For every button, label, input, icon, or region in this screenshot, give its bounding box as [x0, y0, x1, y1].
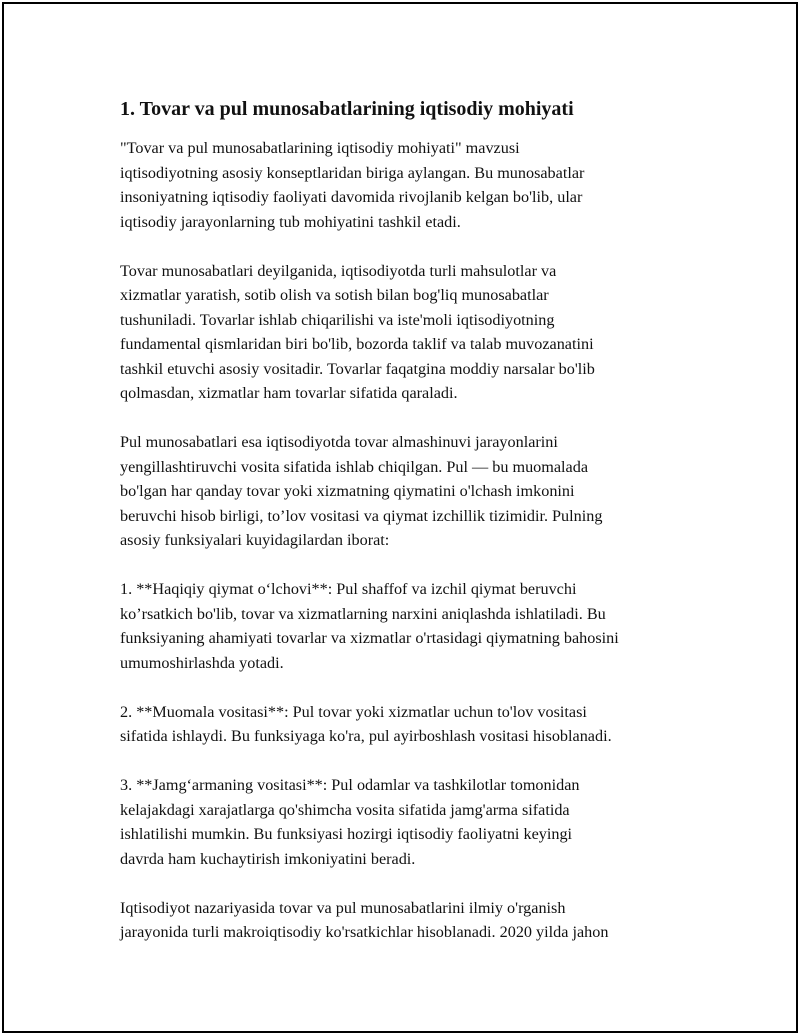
section-heading: 1. Tovar va pul munosabatlarining iqtisodiy mohiyati [120, 98, 574, 120]
text-line: jarayonida turli makroiqtisodiy ko'rsatkichlar hisoblanadi. 2020 yilda jahon [120, 923, 609, 941]
page-frame [2, 2, 798, 1033]
text-line: funksiyaning ahamiyati tovarlar va xizmatlar o'rtasidagi qiymatning bahosini [120, 629, 619, 647]
text-line: insoniyatning iqtisodiy faoliyati davomida rivojlanib kelgan bo'lib, ular [120, 188, 583, 206]
text-line: xizmatlar yaratish, sotib olish va sotish bilan bog'liq munosabatlar [120, 286, 549, 304]
text-line: "Tovar va pul munosabatlarining iqtisodiy mohiyati" mavzusi [120, 139, 520, 157]
paragraph-economic-theory [120, 896, 720, 945]
paragraph-money-relations [120, 430, 720, 553]
text-line: umumoshirlashda yotadi. [120, 653, 284, 672]
list-item-store-of-value [120, 773, 720, 871]
list-item-measure-of-value [120, 577, 720, 675]
text-line: 1. **Haqiqiy qiymat o‘lchovi**: Pul shaffof va izchil qiymat beruvchi [120, 580, 577, 598]
text-line: 3. **Jamg‘armaning vositasi**: Pul odamlar va tashkilotlar tomonidan [120, 776, 580, 794]
text-line: tashkil etuvchi asosiy vositadir. Tovarlar faqatgina moddiy narsalar bo'lib [120, 359, 595, 378]
text-line: ishlatilishi mumkin. Bu funksiyasi hozirgi iqtisodiy faoliyatni keyingi [120, 825, 573, 843]
text-line: bo'lgan har qanday tovar yoki xizmatning qiymatini o'lchash imkonini [120, 482, 575, 500]
paragraph-goods-relations [120, 259, 720, 406]
paragraph-intro [120, 136, 720, 234]
text-line: beruvchi hisob birligi, to’lov vositasi va qiymat izchillik tizimidir. Pulning [120, 506, 603, 525]
text-line: Tovar munosabatlari deyilganida, iqtisodiyotda turli mahsulotlar va [120, 261, 557, 280]
text-line: davrda ham kuchaytirish imkoniyatini beradi. [120, 849, 416, 868]
text-line: 2. **Muomala vositasi**: Pul tovar yoki xizmatlar uchun to'lov vositasi [120, 702, 587, 721]
text-line: yengillashtiruvchi vosita sifatida ishlab chiqilgan. Pul — bu muomalada [120, 457, 589, 476]
text-line: fundamental qismlaridan biri bo'lib, bozorda taklif va talab muvozanatini [120, 335, 594, 353]
text-line: ko’rsatkich bo'lib, tovar va xizmatlarning narxini aniqlashda ishlatiladi. Bu [120, 604, 606, 623]
text-line: tushuniladi. Tovarlar ishlab chiqarilishi va iste'moli iqtisodiyotning [120, 310, 555, 329]
text-line: Pul munosabatlari esa iqtisodiyotda tovar almashinuvi jarayonlarini [120, 433, 558, 451]
text-line: sifatida ishlaydi. Bu funksiyaga ko'ra, pul ayirboshlash vositasi hisoblanadi. [120, 727, 612, 745]
text-line: qolmasdan, xizmatlar ham tovarlar sifatida qaraladi. [120, 384, 458, 402]
text-line: iqtisodiyotning asosiy konseptlaridan biriga aylangan. Bu munosabatlar [120, 163, 585, 182]
text-line: iqtisodiy jarayonlarning tub mohiyatini tashkil etadi. [120, 212, 461, 231]
document-body [120, 96, 720, 969]
text-line: Iqtisodiyot nazariyasida tovar va pul munosabatlarini ilmiy o'rganish [120, 898, 566, 917]
text-line: asosiy funksiyalari kuyidagilardan iborat: [120, 531, 390, 549]
list-item-medium-of-exchange [120, 700, 720, 749]
text-line: kelajakdagi xarajatlarga qo'shimcha vosita sifatida jamg'arma sifatida [120, 800, 570, 819]
